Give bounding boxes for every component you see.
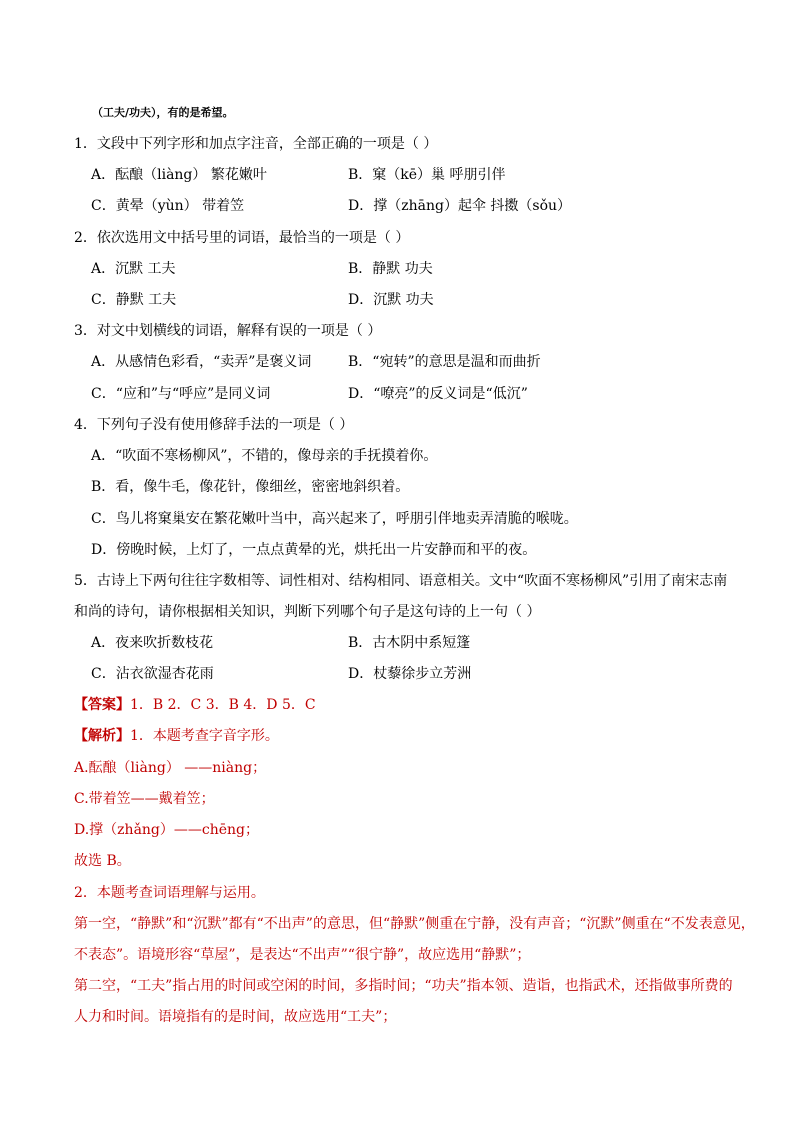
- analysis-head-line: [74, 727, 279, 745]
- answer-line: [74, 696, 316, 714]
- q3-option-b: B．“宛转”的意思是温和而曲折: [348, 354, 541, 370]
- q1-stem: 1．文段中下列字形和加点字注音，全部正确的一项是（ ）: [74, 136, 438, 152]
- q1-option-b: B．窠（kē）巢 呼朋引伴: [348, 167, 506, 183]
- analysis-line-6: 第一空，“静默”和“沉默”都有“不出声”的意思，但“静默”侧重在宁静，没有声音；“沉默”侧重在“不发表意见，: [74, 916, 755, 932]
- analysis-line-4: 故选 B。: [74, 853, 131, 869]
- q5-stem-line2: 和尚的诗句，请你根据相关知识，判断下列哪个句子是这句诗的上一句（ ）: [74, 604, 541, 620]
- q1-option-a: A．酝酿（liàng） 繁花嫩叶: [91, 167, 267, 183]
- analysis-label: 【解析】: [74, 728, 130, 744]
- q3-option-d: D．“嘹亮”的反义词是“低沉”: [348, 386, 528, 402]
- q2-option-c: C．静默 工夫: [91, 292, 177, 308]
- analysis-line-5: 2．本题考查词语理解与运用。: [74, 885, 265, 901]
- analysis-line-8: 第二空，“工夫”指占用的时间或空闲的时间，多指时间；“功夫”指本领、造诣，也指武术，还指做事所费的: [74, 978, 733, 994]
- q2-option-b: B．静默 功夫: [348, 261, 433, 277]
- q4-stem: 4．下列句子没有使用修辞手法的一项是（ ）: [74, 417, 354, 433]
- q5-stem-line1: 5．古诗上下两句往往字数相等、词性相对、结构相同、语意相关。文中“吹面不寒杨柳风”引用了南宋志南: [74, 573, 728, 589]
- q5-option-b: B．古木阴中系短篷: [348, 635, 471, 651]
- analysis-line-1: A.酝酿（liàng） ——niàng；: [74, 760, 267, 776]
- q5-option-d: D．杖藜徐步立芳洲: [348, 666, 472, 682]
- analysis-line-7: 不表态”。语境形容“草屋”，是表达“不出声”“很宁静”，故应选用“静默”；: [74, 947, 531, 963]
- q5-option-a: A．夜来吹折数枝花: [91, 635, 214, 651]
- q2-option-a: A．沉默 工夫: [91, 261, 176, 277]
- q2-option-d: D．沉默 功夫: [348, 292, 434, 308]
- q1-option-d: D．撑（zhāng）起伞 抖擞（sǒu）: [348, 198, 572, 214]
- q5-option-c: C．沾衣欲湿杏花雨: [91, 666, 214, 682]
- q2-stem: 2．依次选用文中括号里的词语，最恰当的一项是（ ）: [74, 230, 410, 246]
- analysis-line-2: C.带着笠——戴着笠；: [74, 791, 215, 807]
- q1-option-c: C．黄晕（yùn） 带着笠: [91, 198, 245, 214]
- answer-text: 1．B 2．C 3．B 4．D 5．C: [130, 697, 316, 713]
- analysis-line-3: D.撑（zhǎng）——chēng；: [74, 822, 260, 838]
- analysis-line-9: 人力和时间。语境指有的是时间，故应选用“工夫”；: [74, 1009, 397, 1025]
- q4-option-c: C．鸟儿将窠巢安在繁花嫩叶当中，高兴起来了，呼朋引伴地卖弄清脆的喉咙。: [91, 511, 578, 527]
- q3-option-a: A．从感情色彩看，“卖弄”是褒义词: [91, 354, 312, 370]
- q4-option-d: D．傍晚时候，上灯了，一点点黄晕的光，烘托出一片安静而和平的夜。: [91, 542, 537, 558]
- q3-stem: 3．对文中划横线的词语，解释有误的一项是（ ）: [74, 323, 382, 339]
- analysis-head: 1．本题考查字音字形。: [130, 728, 279, 744]
- q4-option-a: A．“吹面不寒杨柳风”，不错的，像母亲的手抚摸着你。: [91, 448, 438, 464]
- answer-label: 【答案】: [74, 697, 130, 713]
- q3-option-c: C．“应和”与“呼应”是同义词: [91, 386, 271, 402]
- q4-option-b: B．看，像牛毛，像花针，像细丝，密密地斜织着。: [91, 479, 410, 495]
- intro-text: （工夫/功夫），有的是希望。: [92, 106, 234, 119]
